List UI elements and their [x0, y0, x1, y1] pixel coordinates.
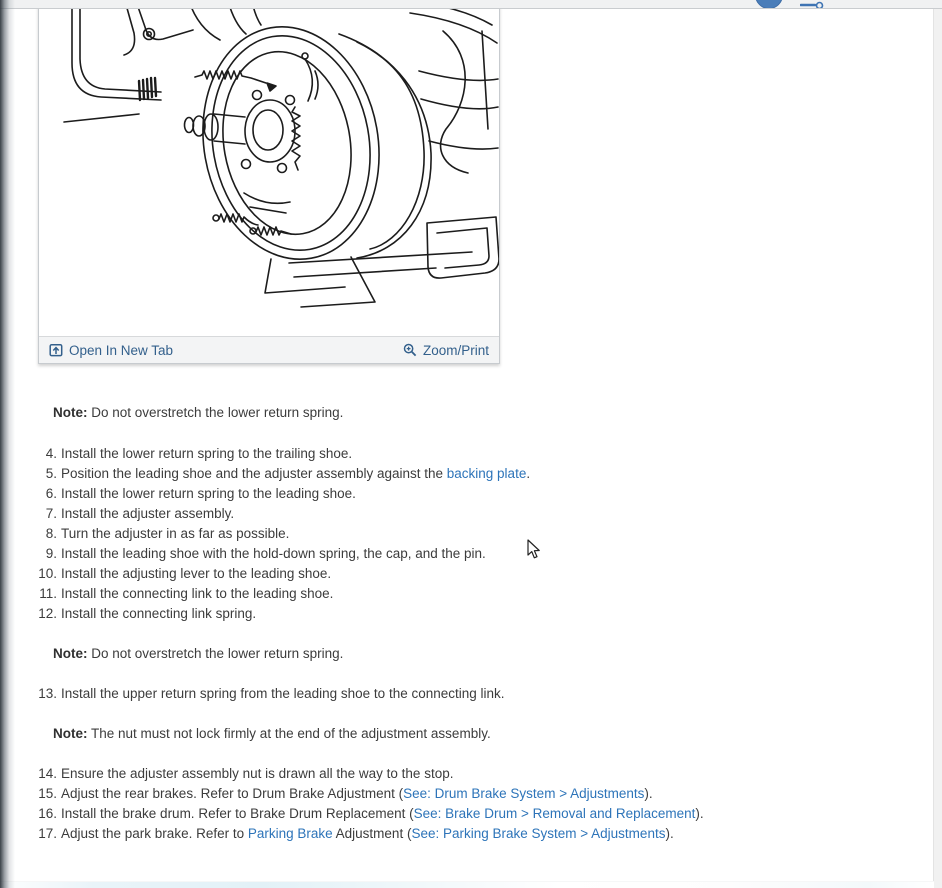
step-link[interactable]: See: Drum Brake System > Adjustments: [403, 786, 645, 801]
step-text: Position the leading shoe and the adjuster assembly against the: [61, 466, 447, 481]
step-text: ).: [665, 826, 674, 841]
figure-toolbar: [39, 336, 499, 363]
step-link[interactable]: backing plate: [446, 466, 527, 481]
top-toolbar: [0, 0, 942, 9]
globe-icon[interactable]: [755, 0, 783, 9]
step-item: [36, 484, 896, 504]
bottom-panel-edge: [0, 881, 934, 888]
step-text: Install the upper return spring from the leading shoe to the connecting link.: [61, 686, 505, 701]
step-text: .: [526, 466, 531, 481]
step-text: 9.: [45, 546, 57, 561]
figure-panel: [38, 0, 500, 364]
step-item: [36, 544, 896, 564]
step-item: [36, 524, 896, 544]
step-text: 16.: [38, 806, 57, 821]
step-item: [36, 764, 896, 784]
step-item: [36, 504, 896, 524]
step-item: [36, 464, 896, 484]
step-text: Ensure the adjuster assembly nut is drawn all the way to the stop.: [61, 766, 454, 781]
note-label: Note:: [53, 405, 88, 420]
line-drawing: [39, 1, 499, 336]
step-text: Install the connecting link to the leading shoe.: [61, 586, 334, 601]
note-label: Note:: [53, 646, 88, 661]
step-text: Adjust the rear brakes. Refer to Drum Brake Adjustment (: [61, 786, 404, 801]
step-text: 4.: [45, 446, 57, 461]
step-text: 12.: [38, 606, 57, 621]
step-text-wrap: [61, 524, 289, 544]
step-list: [36, 684, 896, 704]
open-in-new-tab-label: Open In New Tab: [69, 342, 174, 358]
step-text-wrap: [61, 604, 256, 624]
note-text: Do not overstretch the lower return spring.: [87, 405, 344, 420]
step-text: Turn the adjuster in as far as possible.: [61, 526, 290, 541]
open-in-new-tab-icon: [49, 343, 63, 357]
step-text: Install the connecting link spring.: [61, 606, 257, 621]
step-item: [36, 564, 896, 584]
step-text-wrap: [61, 824, 674, 844]
step-item: [36, 444, 896, 464]
step-text: ).: [644, 786, 653, 801]
step-item: [36, 684, 896, 704]
step-text-wrap: [61, 684, 505, 704]
step-text-wrap: [61, 764, 453, 784]
step-text: Adjust the park brake. Refer to: [61, 826, 248, 841]
step-text: 10.: [38, 566, 57, 581]
step-text: 14.: [38, 766, 57, 781]
step-text-wrap: [61, 484, 356, 504]
vertical-scrollbar[interactable]: [933, 0, 942, 888]
step-text: Install the adjusting lever to the leading shoe.: [61, 566, 332, 581]
zoom-plus-icon: [403, 343, 417, 357]
step-text: 8.: [45, 526, 57, 541]
note-text: Do not overstretch the lower return spring.: [87, 646, 344, 661]
step-item: [36, 584, 896, 604]
step-text-wrap: [61, 464, 530, 484]
step-link[interactable]: Parking Brake: [247, 826, 333, 841]
left-panel-shadow: [0, 0, 15, 888]
step-text: Install the brake drum. Refer to Brake Drum Replacement (: [61, 806, 414, 821]
zoom-print-link[interactable]: [403, 343, 489, 358]
step-text: Install the adjuster assembly.: [61, 506, 235, 521]
step-list: [36, 764, 896, 844]
step-text-wrap: [61, 444, 352, 464]
step-link[interactable]: See: Parking Brake System > Adjustments: [411, 826, 666, 841]
note-label: Note:: [53, 726, 88, 741]
step-text-wrap: [61, 804, 704, 824]
step-text-wrap: [61, 584, 333, 604]
step-item: [36, 604, 896, 624]
step-link[interactable]: See: Brake Drum > Removal and Replacement: [413, 806, 696, 821]
step-text: Adjustment (: [332, 826, 412, 841]
step-list: [36, 444, 896, 624]
step-item: [36, 824, 896, 844]
step-text: Install the leading shoe with the hold-down spring, the cap, and the pin.: [61, 546, 486, 561]
step-text: Install the lower return spring to the leading shoe.: [61, 486, 356, 501]
step-text: 7.: [45, 506, 57, 521]
step-text: 13.: [38, 686, 57, 701]
zoom-print-label: Zoom/Print: [422, 342, 489, 358]
step-text-wrap: [61, 544, 486, 564]
note-block: [53, 644, 343, 664]
brake-assembly-illustration: [39, 0, 499, 336]
step-text: 5.: [45, 466, 57, 481]
note-block: [53, 403, 343, 423]
step-item: [36, 784, 896, 804]
step-text-wrap: [61, 564, 331, 584]
step-text: 6.: [45, 486, 57, 501]
step-text-wrap: [61, 784, 653, 804]
step-text: ).: [695, 806, 704, 821]
step-text-wrap: [61, 504, 234, 524]
chat-icon[interactable]: [800, 0, 824, 9]
note-block: [53, 724, 491, 744]
open-in-new-tab-link[interactable]: [49, 343, 173, 358]
step-item: [36, 804, 896, 824]
note-text: The nut must not lock firmly at the end of the adjustment assembly.: [87, 726, 491, 741]
step-text: Install the lower return spring to the trailing shoe.: [61, 446, 353, 461]
step-text: 11.: [39, 586, 57, 601]
step-text: 15.: [38, 786, 57, 801]
step-text: 17.: [38, 826, 57, 841]
